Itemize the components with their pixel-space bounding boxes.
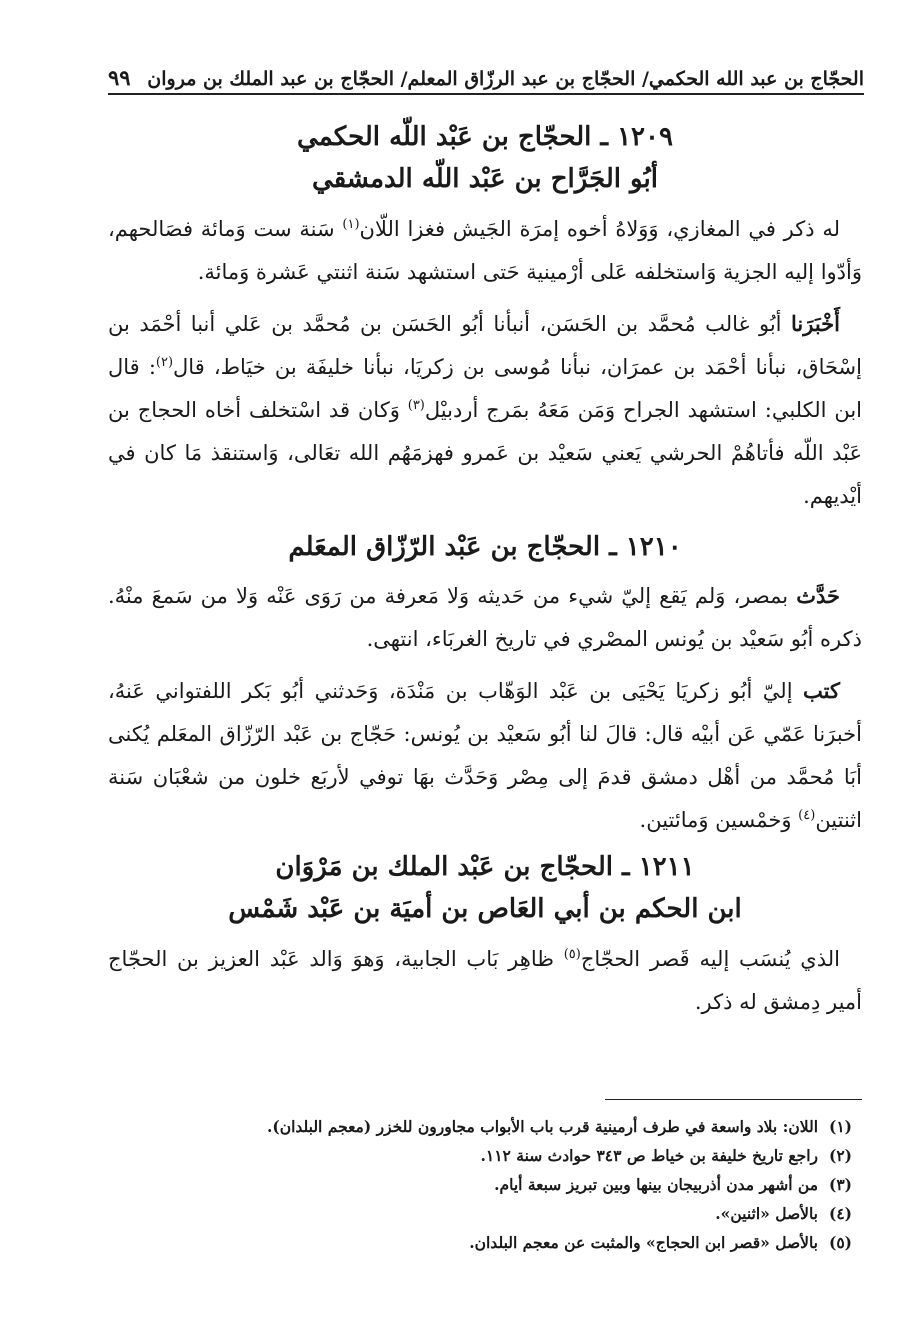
paragraph-text-tail: ظاهِر بَاب الجابية، وَهوَ وَالد عَبْد العزيز بن الحجّاج أمير دِمشق له ذكر.	[108, 947, 862, 1014]
footnote-ref-1[interactable]: (١)	[342, 217, 360, 232]
paragraph-text-mid: : قال ابن الكلبي: استشهد الجراح وَمَن مَعَهُ بمَرج أردبيْل	[108, 355, 862, 422]
footnote-text: بالأصل «اثنين».	[715, 1204, 818, 1223]
footnote-ref-4[interactable]: (٤)	[798, 808, 816, 823]
footnote-text: راجع تاريخ خليفة بن خياط ص ٣٤٣ حوادث سنة ١١٢.	[480, 1146, 818, 1165]
paragraph-1211-intro	[108, 938, 862, 1024]
entry-subheading-1211: ابن الحكم بن أبي العَاص بن أميَة بن عَبْد شَمْس	[228, 894, 742, 924]
footnote-rule	[605, 1099, 862, 1100]
footnote-text: اللان: بلاد واسعة في طرف أرمينية قرب باب الأبواب مجاورون للخزر (معجم البلدان).	[266, 1117, 818, 1136]
footnote-number: (٥)	[828, 1233, 852, 1252]
entry-heading-1211: ١٢١١ ـ الحجّاج بن عَبْد الملك بن مَرْوَان	[275, 852, 695, 882]
footnote-ref-5[interactable]: (٥)	[563, 947, 581, 962]
footnote-number: (٤)	[828, 1204, 852, 1223]
paragraph-lead-word: كتب	[803, 678, 840, 703]
entry-heading-1209: ١٢٠٩ ـ الحجّاج بن عَبْد اللّه الحكمي	[297, 122, 673, 152]
footnote-number: (٢)	[828, 1146, 852, 1165]
paragraph-text: الذي يُنسَب إليه قَصر الحجّاج	[580, 947, 840, 971]
footnote-item	[108, 1112, 852, 1141]
footnote-number: (٣)	[828, 1175, 852, 1194]
footnote-item	[108, 1199, 852, 1228]
paragraph-lead-word: حَدَّث	[796, 583, 840, 608]
paragraph-text-tail: وَخمْسين وَمائتين.	[639, 808, 799, 832]
running-header	[108, 52, 864, 90]
paragraph-text-tail: سَنة ست وَمائة فصَالحهم، وَأدّوا إليه الجزية وَاستخلفه عَلى أرْمينية حَتى استشهد سَنة اثنتي عَشرة وَمائة.	[108, 217, 862, 284]
running-title: الحجّاج بن عبد الله الحكمي/ الحجّاج بن عبد الرزّاق المعلم/ الحجّاج بن عبد الملك بن مروان	[147, 68, 864, 90]
paragraph-text: له ذكر في المغازي، وَوَلاهُ أخوه إمرَة الجَيش فغزا اللّان	[359, 217, 840, 241]
footnote-text: بالأصل «قصر ابن الحجاج» والمثبت عن معجم البلدان.	[469, 1233, 818, 1252]
footnote-item	[108, 1170, 852, 1199]
footnote-ref-3[interactable]: (٣)	[407, 398, 425, 413]
paragraph-1209-intro	[108, 208, 862, 294]
header-rule	[108, 93, 864, 95]
page-number: ٩٩	[108, 65, 131, 90]
footnote-number: (١)	[828, 1117, 852, 1136]
paragraph-text-tail: وَكان قد اسْتخلف أخاه الحجاج بن عَبْد اللّه فأتاهُمْ الحرشي يَعني سَعيْد بن عَمرو فهزمَهُم الله تعَالى، وَاستنقذ مَا كان في أيْديهم.	[108, 398, 862, 508]
footnotes	[108, 1112, 852, 1257]
page-content	[108, 110, 862, 1024]
footnote-ref-2[interactable]: (٢)	[155, 355, 174, 370]
paragraph-text: بمصر، وَلم يَقع إليّ شيء من حَديثه وَلا مَعرفة من رَوَى عَنْه وَلا من سَمعَ منْهُ. ذكره أبُو سَعيْد بن يُونس المصْري في تاريخ الغربَاء، انتهى.	[108, 584, 862, 651]
paragraph-1210-isnad	[108, 669, 862, 842]
paragraph-text: أبُو غالب مُحمَّد بن الحَسَن، أنبأنا أبُو الحَسَن بن مُحمَّد بن عَلي أنبا أحْمَد بن إسْحَاق، نبأنا أحْمَد بن عمرَان، نبأنا مُوسى بن زكريَا، نبأنا خليفَة بن خيَاط، قال	[108, 312, 862, 379]
entry-subheading-1209: أبُو الجَرَّاح بن عَبْد اللّه الدمشقي	[312, 164, 658, 194]
paragraph-text: إليّ أبُو زكريَا يَحْيَى بن عَبْد الوَهّاب بن مَنْدَة، وَحَدثني أبُو بَكر اللفتواني عَنهُ، أخبرَنا عَمّي عَن أبيْه قال: قالَ لنا أبُو سَعيْد بن يُونس: حَجّاج بن عَبْد الرّزّاق المعَلم يُكنى أبَا مُحمَّد من أهْل دمشق قدمَ إلى مِصْر وَحَدَّث بهَا توفي لأربَع خلون من شعْبَان سَنة اثنتين	[108, 679, 862, 832]
paragraph-1209-isnad	[108, 302, 862, 518]
paragraph-lead-word: أَخْبَرَنا	[791, 311, 840, 336]
footnote-text: من أشهر مدن أذربيجان بينها وبين تبريز سبعة أيام.	[494, 1175, 818, 1194]
footnote-item	[108, 1141, 852, 1170]
entry-heading-1210: ١٢١٠ ـ الحجّاج بن عَبْد الرّزّاق المعَلم	[288, 532, 682, 562]
footnote-item	[108, 1228, 852, 1257]
paragraph-1210-intro	[108, 574, 862, 661]
